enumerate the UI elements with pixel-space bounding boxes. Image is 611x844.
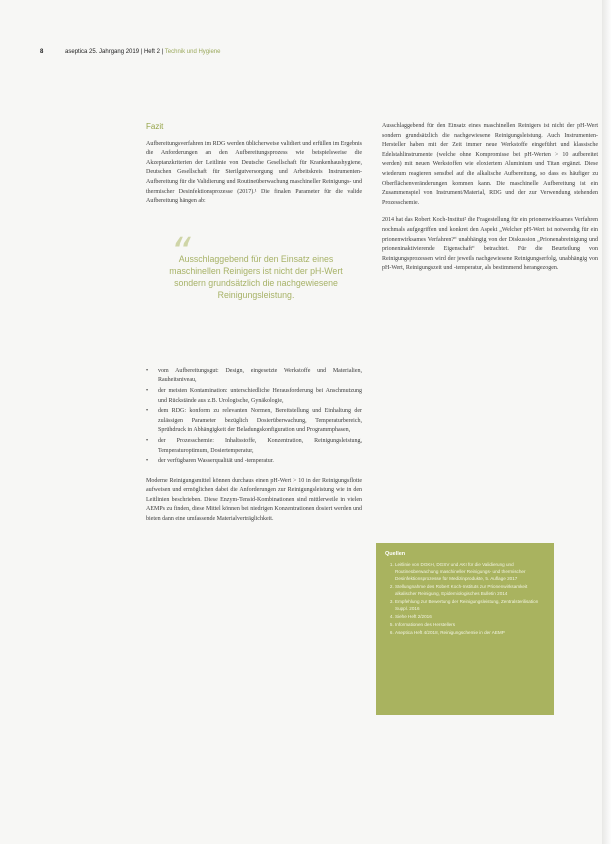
source-item: 1. Leitlinie von DGKH, DGSV und AKI für die Validierung und Routineüberwachung maschineller Reinigungs- und thermischer Desinfektionsprozesse für Medizinprodukte, 5. Auflage 2017 bbox=[395, 561, 545, 582]
section-heading: Fazit bbox=[146, 122, 164, 131]
body-paragraph: 2014 hat das Robert Koch-Institut² die Fragestellung für ein prionenwirksames Verfahren nochmals aufgegriffen und konkret den Aspekt „Welcher pH-Wert ist notwendig für ein prionenwirksames Verfahren?“ unabhängig von der Diskussion „Prionenabreinigung und prioneninaktivierende Eigenschaft“ betrachtet. Für die Beurteilung von Reinigungsprozessen wird der jeweils nachgewiesene Reinigungserfolg, unabhängig von pH-Wert, Reinigungszeit und -temperatur, als bestimmend herangezogen. bbox=[382, 217, 598, 272]
quote-mark-icon: “ bbox=[170, 229, 191, 276]
section-topic: Technik und Hygiene bbox=[164, 49, 221, 55]
page-spine-shadow bbox=[602, 0, 611, 844]
parameter-list bbox=[146, 367, 362, 467]
list-item: • dem RDG: konform zu relevanten Normen, Bereitstellung und Einhaltung der zulässigen Parameter bezüglich Dosierüberwachung, Temperaturbereich, Sprühdruck in Abhängigkeit der Beladungskonfiguration und Programmphasen, bbox=[146, 407, 362, 436]
sources-list bbox=[385, 561, 545, 636]
source-item: 5. Informationen des Herstellers bbox=[395, 621, 545, 628]
list-item: • der meisten Kontamination: unterschiedliche Herausforderung bei Anschmutzung und Rückstände aus z.B. Urologische, Gynäkologie, bbox=[146, 387, 362, 406]
sources-box bbox=[376, 543, 554, 715]
source-item: 2. Stellungnahme des Robert Koch-Instituts zur Prionenwirksamkeit alkalischer Reinigung, Epidemiologisches Bulletin 2014 bbox=[395, 583, 545, 597]
list-item: • der Prozesschemie: Inhaltsstoffe, Konzentration, Reinigungsleistung, Temperaturoptimum, Dosiertemperatur, bbox=[146, 437, 362, 456]
page-number: 8 bbox=[40, 49, 44, 55]
source-item: 4. Siehe Heft 2/2016 bbox=[395, 613, 545, 620]
closing-paragraph: Moderne Reinigungsmittel können durchaus einen pH-Wert > 10 in der Reinigungsflotte aufweisen und ermöglichen dabei die Anforderungen zur Reinigungsleistung wie in den Leitlinien beschrieben. Diese Enzym-Tensid-Kombinationen sind mittlerweile in vielen AEMPs zu finden, diese Mittel können bei niedrigen Konzentrationen dosiert werden und bieten dann eine umfassende Materialverträglichkeit. bbox=[146, 477, 362, 523]
intro-paragraph: Aufbereitungsverfahren im RDG werden üblicherweise validiert und erfüllen im Ergebnis die Anforderungen an den Aufbereitungsprozess wie beispielsweise die Akzeptanzkriterien der Leitlinie von Deutsche Gesellschaft für Krankenhaushygiene, Deutschen Gesellschaft für Sterilgutversorgung und Arbeitskreis Instrumenten-Aufbereitung für die Validierung und Routineüberwachung maschineller Reinigungs- und thermischer Desinfektionsprozesse (2017).¹ Die finalen Parameter für die valide Aufbereitung hängen ab: bbox=[146, 140, 362, 205]
list-item: • der verfügbaren Wasserqualität und -temperatur. bbox=[146, 457, 362, 467]
body-paragraph: Ausschlaggebend für den Einsatz eines maschinellen Reinigers ist nicht der pH-Wert sondern grundsätzlich die nachgewiesene Reinigungsleistung. Auch Instrumenten-Hersteller haben mit der Zeit immer neue Werkstoffe eingeführt und klassische Edelstahlinstrumente (welche ohne Kompromisse bei pH-Werten > 10 aufbereitet werden) mit neuen Werkstoffen wie eloxiertem Aluminium und Titan ergänzt. Diese wiederum reagieren sensibel auf die alkalische Aufbereitung, so dass es häufiger zu Oberflächenveränderungen kommen kann. Die maschinelle Aufbereitung ist ein Zusammenspiel von Instrument/Material, RDG und der zur Verwendung stehenden Prozesschemie. bbox=[382, 123, 598, 206]
left-column bbox=[146, 122, 362, 525]
source-item: 3. Empfehlung zur Bewertung der Reinigungsleistung, Zentralsterilisation Suppl. 2016 bbox=[395, 598, 545, 612]
journal-line: aseptica 25. Jahrgang 2019 | Heft 2 | bbox=[65, 49, 164, 55]
source-item: 6. Aseptica Heft 4/2018, Reinigungschemie in der AEMP bbox=[395, 629, 545, 636]
pull-quote bbox=[146, 229, 362, 355]
pull-quote-text: Ausschlaggebend für den Einsatz eines maschinellen Reinigers ist nicht der pH-Wert sondern grundsätzlich die nachgewiesene Reinigungsleistung. bbox=[169, 253, 343, 300]
right-column bbox=[382, 122, 598, 274]
sources-title: Quellen bbox=[385, 551, 406, 557]
list-item: • vom Aufbereitungsgut: Design, eingesetzte Werkstoffe und Materialien, Rauheitsniveau, bbox=[146, 367, 362, 386]
running-header bbox=[40, 49, 220, 55]
